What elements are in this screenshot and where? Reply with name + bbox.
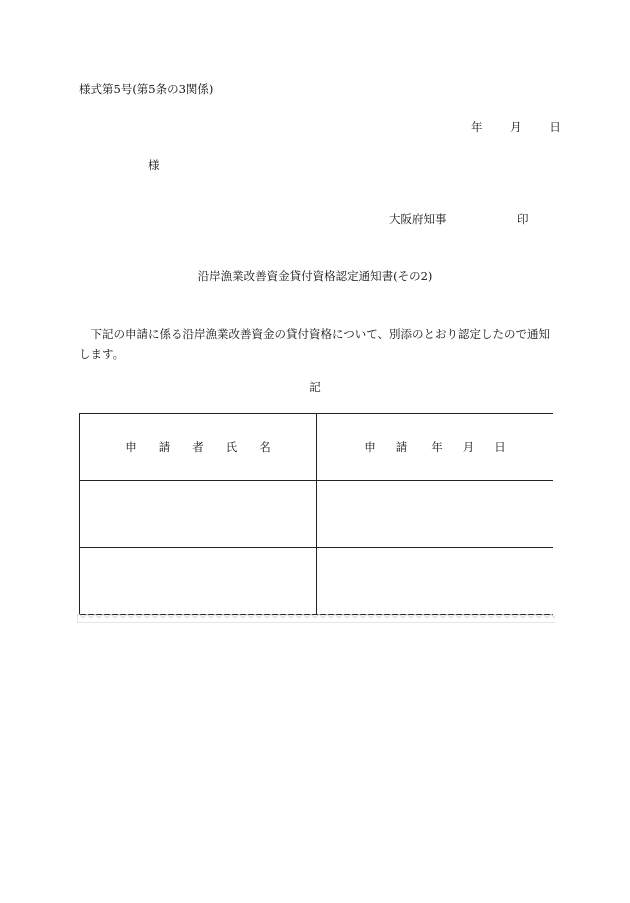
applicant-name-header: 申請者氏名 bbox=[80, 414, 317, 481]
issuer-title: 大阪府知事 bbox=[389, 212, 447, 226]
applicant-name-cell bbox=[80, 481, 317, 548]
document-title: 沿岸漁業改善資金貸付資格認定通知書(その2) bbox=[197, 269, 433, 283]
date-header-part: 年 bbox=[431, 440, 443, 454]
table-row bbox=[80, 548, 554, 615]
date-month-label: 月 bbox=[510, 120, 522, 134]
torn-edge-wave bbox=[77, 609, 555, 623]
date-year-label: 年 bbox=[471, 120, 483, 134]
table-header-row bbox=[80, 414, 554, 481]
date-line bbox=[471, 119, 561, 135]
recipient-suffix: 様 bbox=[148, 158, 160, 172]
body-text: 下記の申請に係る沿岸漁業改善資金の貸付資格について、別添のとおり認定したので通知します。 bbox=[79, 327, 551, 361]
applicant-name-cell bbox=[80, 548, 317, 615]
form-number: 様式第5号(第5条の3関係) bbox=[79, 82, 214, 96]
date-day-label: 日 bbox=[549, 120, 561, 134]
date-header-part: 請 bbox=[395, 440, 408, 454]
application-date-cell bbox=[317, 548, 554, 615]
date-header-part: 日 bbox=[494, 440, 506, 454]
date-header-part: 月 bbox=[462, 440, 475, 454]
application-table bbox=[79, 413, 553, 615]
seal-mark: 印 bbox=[517, 212, 529, 226]
application-date-cell bbox=[317, 481, 554, 548]
application-table-wrapper bbox=[79, 413, 553, 623]
table-row bbox=[80, 481, 554, 548]
application-date-header bbox=[317, 414, 554, 481]
date-header-part: 申 bbox=[364, 440, 376, 454]
ki-mark: 記 bbox=[309, 380, 321, 394]
